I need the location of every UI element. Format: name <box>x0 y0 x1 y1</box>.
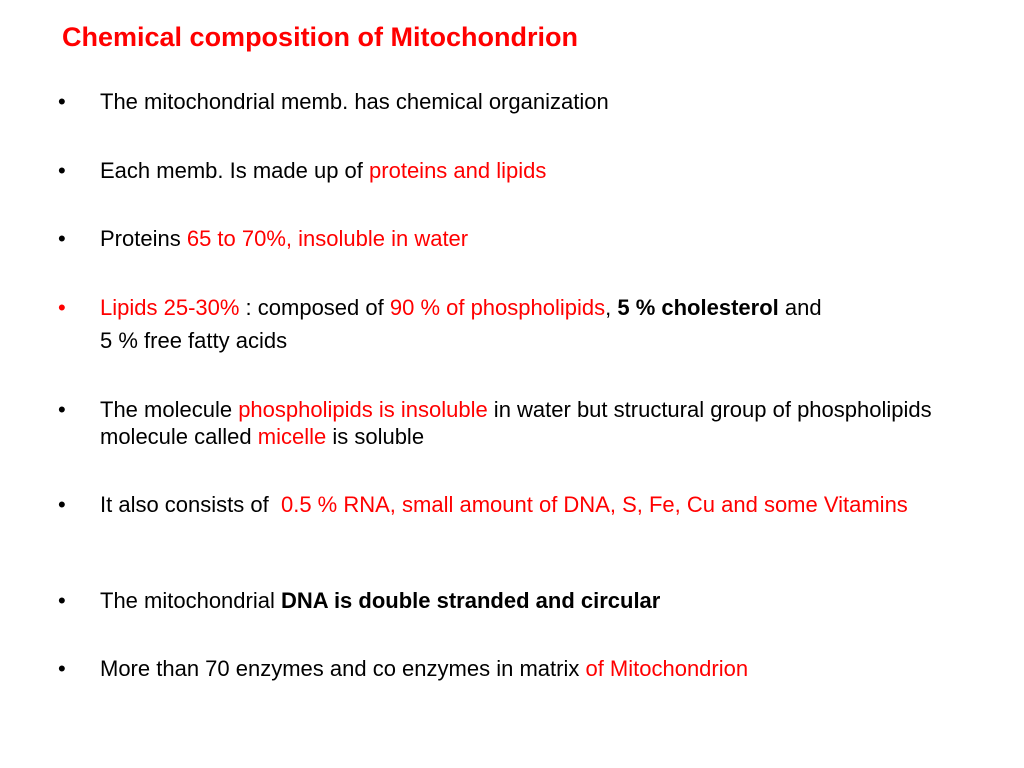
bullet-text: and <box>778 295 822 320</box>
bullet-dot: • <box>58 588 66 613</box>
bullet-continuation: 5 % free fatty acids <box>100 328 288 353</box>
bullet-item-4 <box>58 294 960 354</box>
bullet-dot: • <box>58 492 66 517</box>
bullet-text: The molecule <box>100 397 239 422</box>
bold-text: DNA is double stranded and circular <box>280 588 661 613</box>
bullet-item-3 <box>58 225 960 252</box>
bullet-text: More than 70 enzymes and co enzymes in matrix <box>100 656 586 681</box>
bullet-dot: • <box>58 295 66 320</box>
bullet-item-7 <box>58 587 960 614</box>
bullet-item-6 <box>58 491 960 518</box>
bullet-text: , <box>605 295 618 320</box>
bullet-dot: • <box>58 158 66 183</box>
bullet-text: The mitochondrial memb. has chemical organization <box>100 89 609 114</box>
bullet-text: The mitochondrial <box>100 588 281 613</box>
highlight-text: 0.5 % RNA, small amount of DNA, S, Fe, Cu and some Vitamins <box>280 492 908 517</box>
bullet-text: in water but structural group of phospholipids molecule called <box>100 397 932 449</box>
bold-text: 5 % cholesterol <box>617 295 779 320</box>
highlight-text: micelle <box>257 424 327 449</box>
bullet-text: Proteins <box>100 226 187 251</box>
highlight-text: 90 % of phospholipids <box>389 295 606 320</box>
bullet-text: Each memb. Is made up of <box>100 158 370 183</box>
bullet-dot: • <box>58 656 66 681</box>
bullet-item-5 <box>58 396 960 450</box>
highlight-text: phospholipids is insoluble <box>238 397 488 422</box>
bullet-text: is soluble <box>326 424 425 449</box>
bullet-item-8 <box>58 655 960 682</box>
slide-title: Chemical composition of Mitochondrion <box>62 22 578 52</box>
bullet-dot: • <box>58 397 66 422</box>
bullet-text: : composed of <box>239 295 390 320</box>
highlight-text: of Mitochondrion <box>585 656 749 681</box>
highlight-text: 65 to 70%, insoluble in water <box>186 226 469 251</box>
highlight-text: Lipids 25-30% <box>100 295 240 320</box>
bullet-item-1 <box>58 88 960 115</box>
bullet-text: It also consists of <box>100 492 281 517</box>
bullet-dot: • <box>58 89 66 114</box>
bullet-item-2 <box>58 157 960 184</box>
bullet-dot: • <box>58 226 66 251</box>
highlight-text: proteins and lipids <box>369 158 547 183</box>
